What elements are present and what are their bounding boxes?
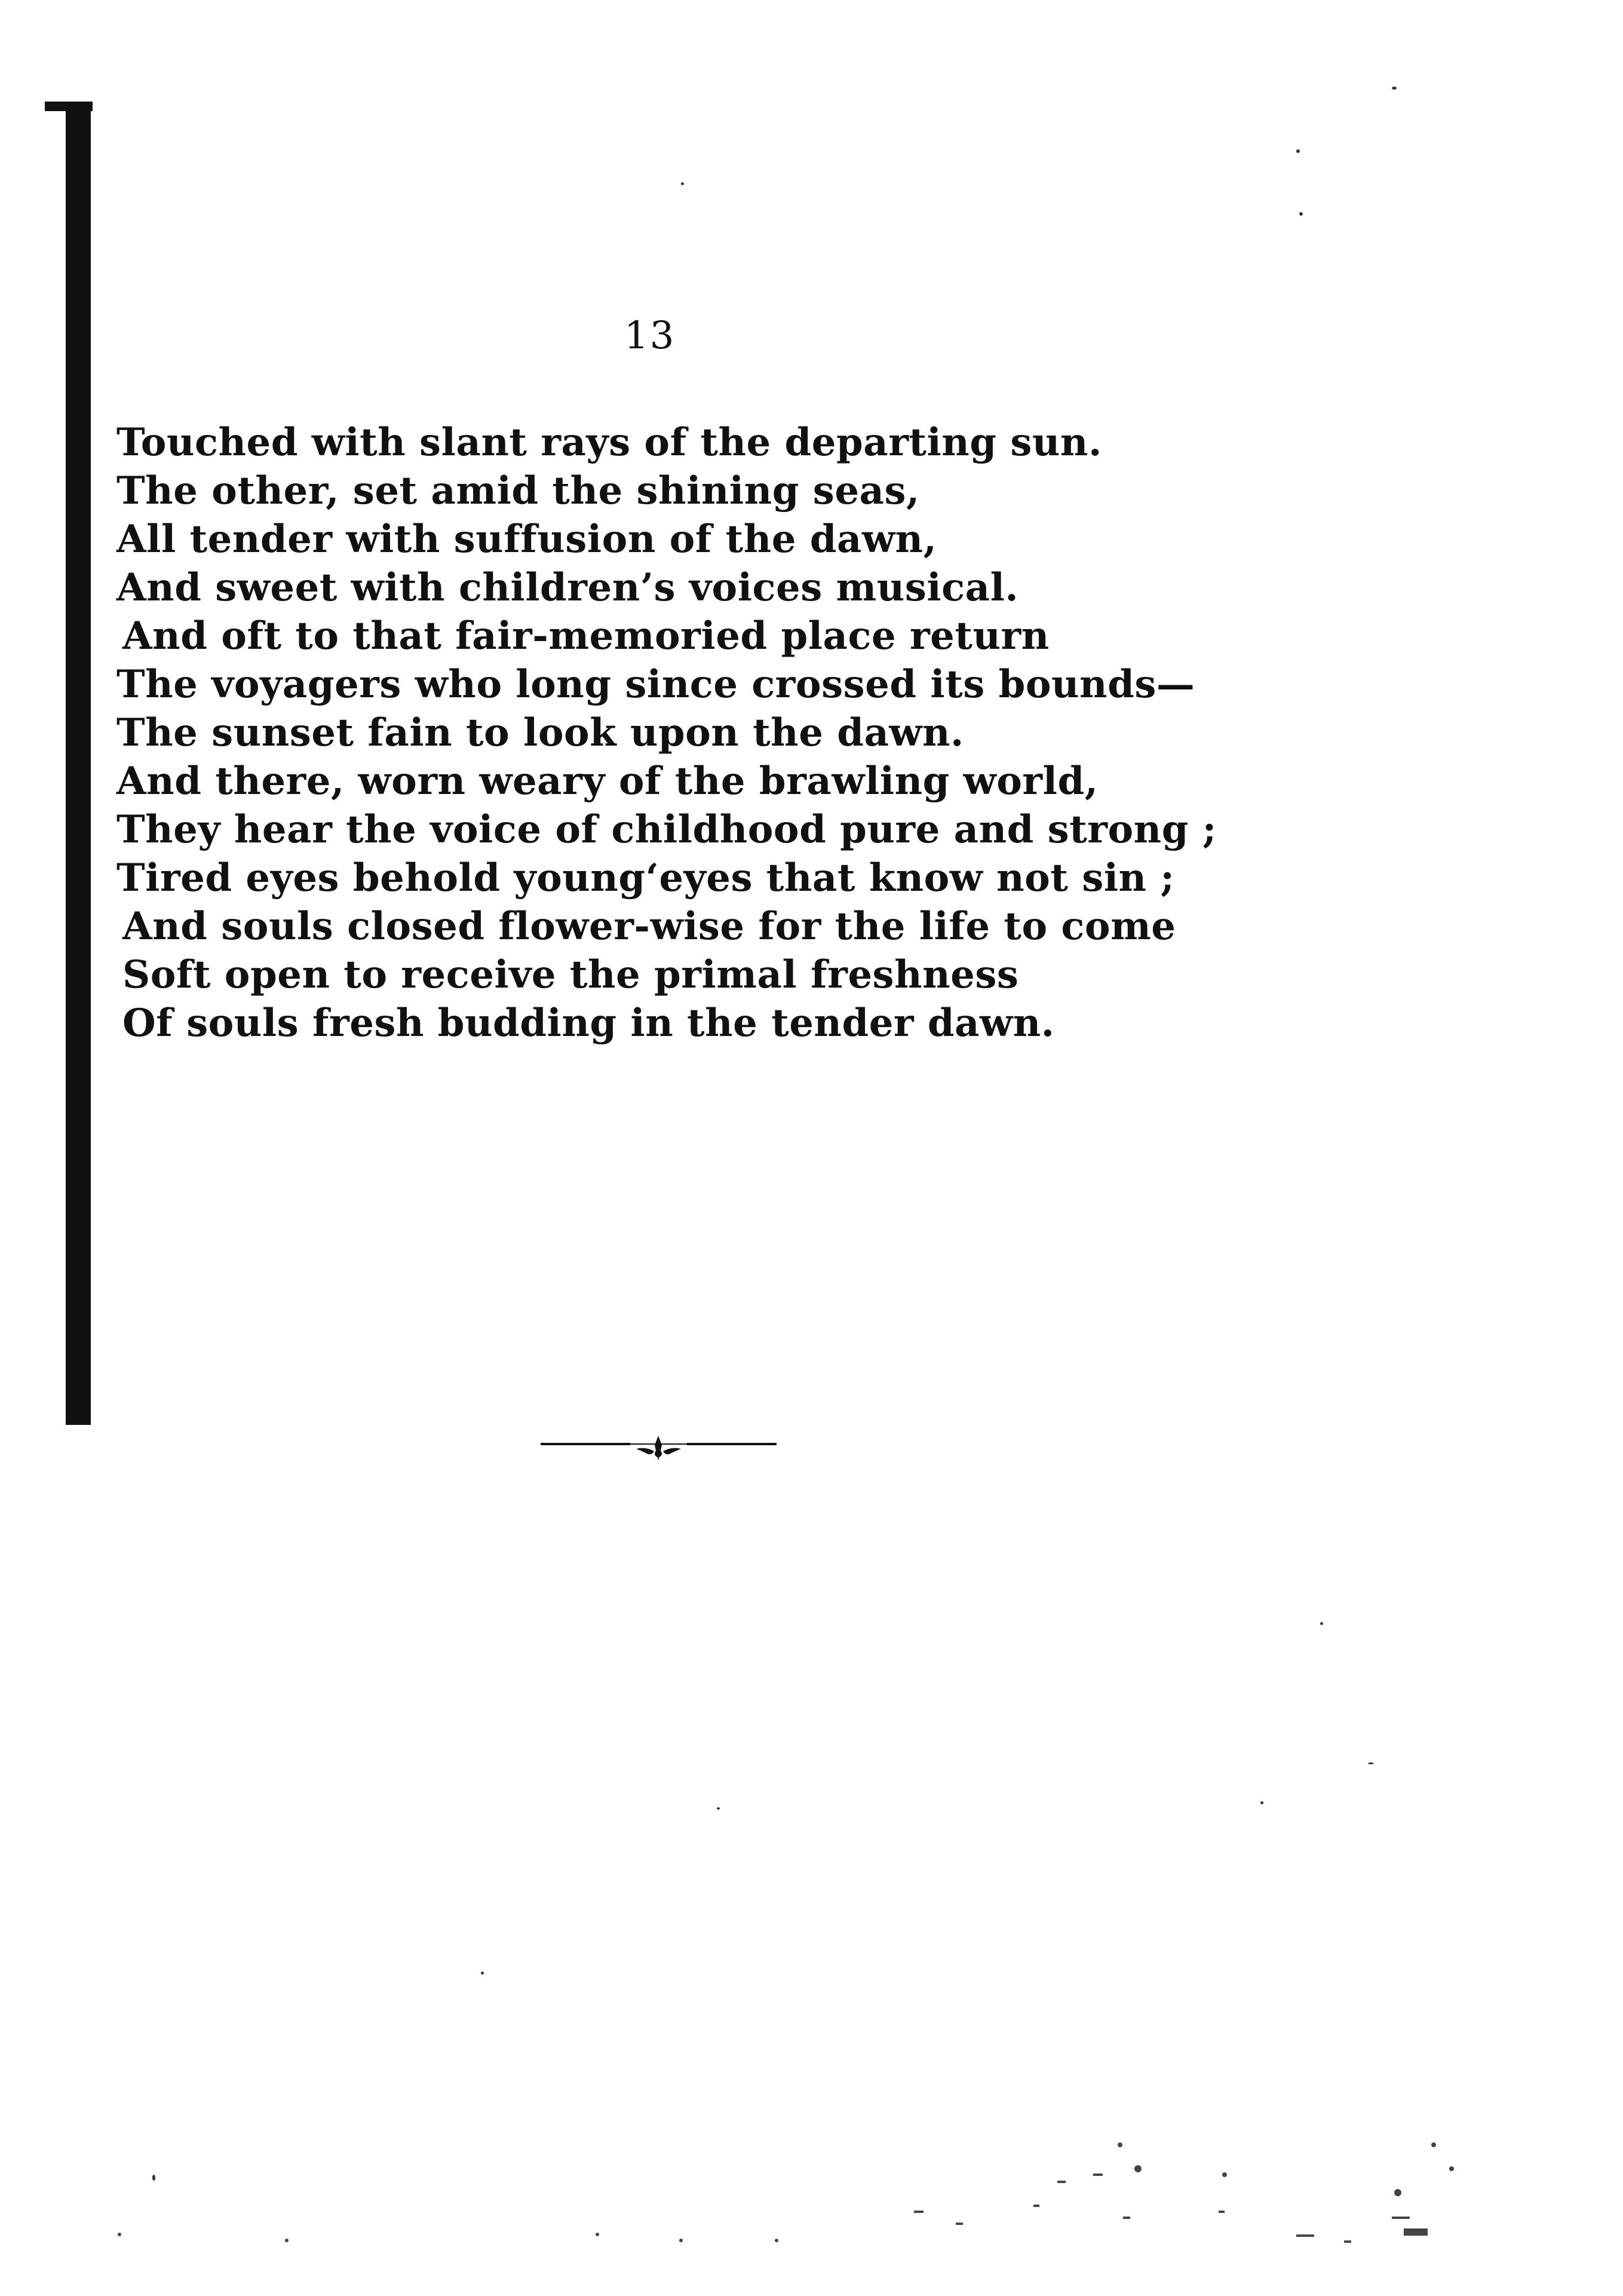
poem-line-4: And sweet with children’s voices musical.	[116, 565, 1019, 610]
scan-speck	[717, 1807, 720, 1810]
poem-line-2: The other, set amid the shining seas,	[116, 468, 920, 513]
poem-line-6: The voyagers who long since crossed its bounds—	[116, 662, 1195, 707]
poem-text	[116, 418, 1217, 1047]
scan-speck	[1260, 1801, 1263, 1804]
scan-speck	[1296, 149, 1300, 153]
poem-line-3: All tender with suffusion of the dawn,	[116, 517, 937, 562]
poem-line-7: The sunset fain to look upon the dawn.	[116, 710, 964, 755]
poem-line-13: Of souls fresh budding in the tender dawn.	[122, 1001, 1055, 1046]
poem-line-1: Touched with slant rays of the departing sun.	[116, 420, 1102, 465]
scan-speck	[1299, 212, 1303, 216]
scan-noise	[108, 2127, 1481, 2270]
scan-speck	[1320, 1622, 1323, 1625]
poem-line-12: Soft open to receive the primal freshness	[122, 952, 1019, 997]
poem-line-8: And there, worn weary of the brawling world,	[116, 759, 1099, 804]
scan-speck	[1368, 1762, 1374, 1764]
scan-speck	[1392, 87, 1397, 90]
page-number: 13	[624, 314, 676, 358]
binding-edge	[66, 105, 91, 1425]
scan-speck	[481, 1972, 484, 1975]
fleuron-divider-icon	[541, 1431, 777, 1467]
poem-line-9: They hear the voice of childhood pure and strong ;	[116, 807, 1217, 852]
poem-line-11: And souls closed flower-wise for the life to come	[122, 904, 1176, 949]
poem-line-5: And oft to that fair-memoried place return	[122, 614, 1050, 658]
scan-speck	[681, 182, 684, 185]
poem-line-10: Tired eyes behold young‘eyes that know not sin ;	[116, 856, 1175, 900]
